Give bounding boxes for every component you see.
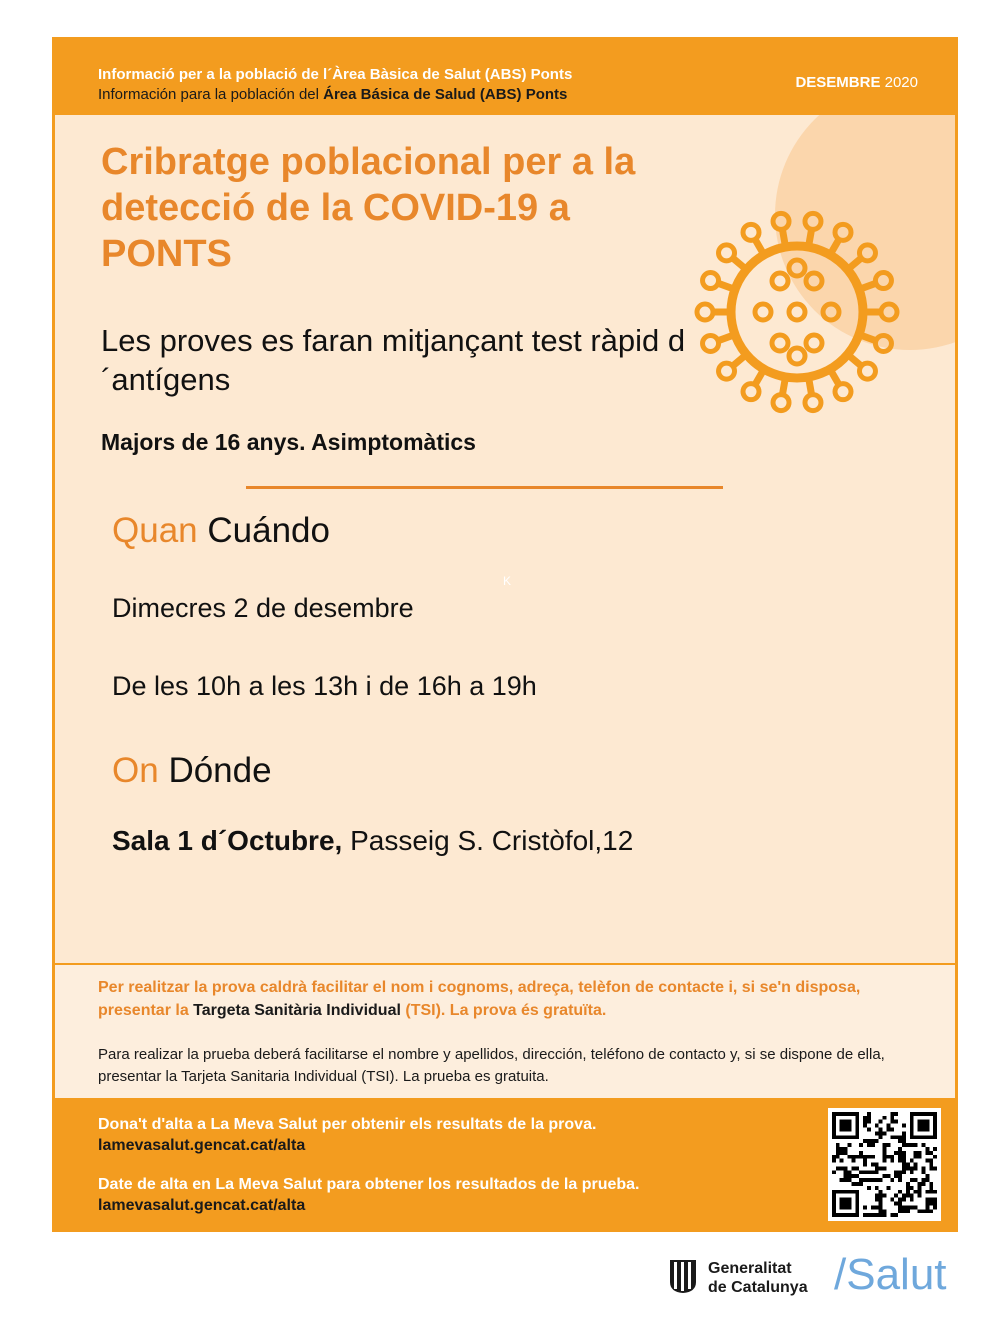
requirements-catalan-part1: Per realitzar la prova caldrà facilitar el nom i cognoms, adreça, telèfon de contacte i, si se'n disposa, presentar la bbox=[98, 979, 861, 1019]
issue-month: DESEMBRE bbox=[795, 74, 881, 91]
stray-mark: K bbox=[503, 574, 512, 588]
when-heading-catalan: Quan bbox=[112, 511, 198, 550]
header-spanish-bold: Área Básica de Salud (ABS) Ponts bbox=[323, 86, 568, 103]
requirements-catalan-part2: (TSI). La prova és gratuïta. bbox=[400, 1002, 607, 1019]
issue-year: 2020 bbox=[884, 74, 918, 91]
where-heading-catalan: On bbox=[112, 751, 159, 790]
section-divider bbox=[246, 486, 723, 489]
test-method: Les proves es faran mitjançant test ràpid d´antígens bbox=[101, 323, 686, 397]
header-catalan-line: Informació per a la població de l´Àrea Bàsica de Salut (ABS) Ponts bbox=[98, 66, 573, 83]
header-spanish-line bbox=[98, 86, 567, 103]
venue-name: Sala 1 d´Octubre, bbox=[112, 825, 343, 856]
header-spanish-prefix: Información para la población del bbox=[98, 86, 324, 103]
generalitat-line2: de Catalunya bbox=[708, 1279, 808, 1296]
issue-date bbox=[795, 74, 918, 91]
street-address: Passeig S. Cristòfol,12 bbox=[350, 825, 634, 856]
main-panel bbox=[52, 115, 958, 963]
generalitat-logo bbox=[668, 1250, 968, 1299]
requirements-spanish: Para realizar la prueba deberá facilitarse el nombre y apellidos, dirección, teléfono de contacto y, si se dispone de ella, presentar la Tarjeta Sanitaria Individual (TSI). La prueba es gratuita. bbox=[98, 1046, 885, 1085]
event-address bbox=[112, 825, 633, 857]
audience-text: Majors de 16 anys. Asimptomàtics bbox=[101, 429, 476, 455]
when-heading bbox=[112, 511, 330, 551]
poster bbox=[52, 37, 958, 1232]
generalitat-line1: Generalitat bbox=[708, 1260, 792, 1277]
when-heading-spanish: Cuándo bbox=[207, 511, 330, 550]
footer-spanish-text: Date de alta en La Meva Salut para obtener los resultados de la prueba. bbox=[98, 1176, 640, 1193]
footer-spanish-link[interactable]: lamevasalut.gencat.cat/alta bbox=[98, 1197, 306, 1214]
requirements-catalan bbox=[98, 976, 918, 1022]
footer-catalan-text: Dona't d'alta a La Meva Salut per obtenir els resultats de la prova. bbox=[98, 1116, 597, 1133]
requirements-tsi: Targeta Sanitària Individual bbox=[193, 1002, 401, 1019]
event-date: Dimecres 2 de desembre bbox=[112, 593, 414, 623]
qr-code-icon[interactable] bbox=[828, 1108, 941, 1221]
footer-bar bbox=[52, 1098, 958, 1232]
event-hours: De les 10h a les 13h i de 16h a 19h bbox=[112, 671, 537, 701]
generalitat-emblem-icon bbox=[668, 1258, 698, 1294]
generalitat-wordmark bbox=[708, 1259, 808, 1297]
footer-catalan-link[interactable]: lamevasalut.gencat.cat/alta bbox=[98, 1137, 306, 1154]
header-bar bbox=[52, 37, 958, 115]
where-heading bbox=[112, 751, 272, 791]
virus-icon bbox=[693, 208, 901, 416]
requirements-box bbox=[52, 963, 958, 1098]
where-heading-spanish: Dónde bbox=[168, 751, 272, 790]
salut-wordmark: /Salut bbox=[834, 1250, 947, 1299]
page-title: Cribratge poblacional per a la detecció de la COVID-19 a PONTS bbox=[101, 141, 636, 275]
